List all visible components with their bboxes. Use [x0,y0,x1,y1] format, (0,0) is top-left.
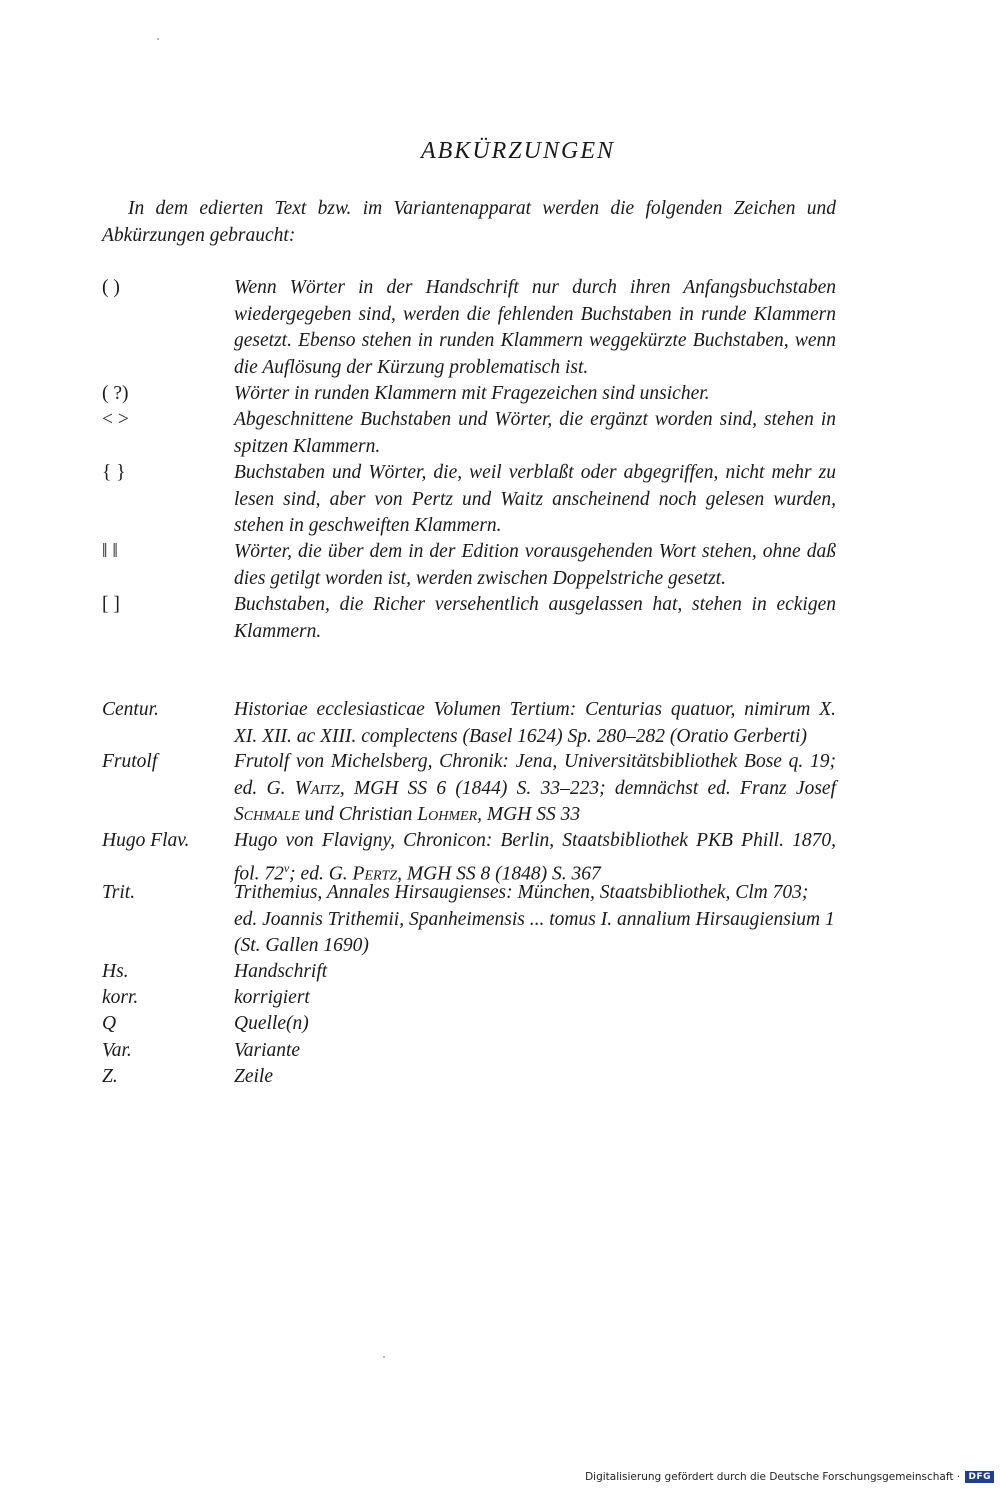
abbreviation-description: Trithemius, Annales Hirsaugienses: München, Staatsbibliothek, Clm 703; ed. Joannis Trithemii, Spanheimensis ... tomus I. annalium Hirsaugiensium 1 (St. Gallen 1690) [234,882,835,956]
sign-symbol: { } [102,462,126,483]
abbreviation: Var. [102,1040,132,1061]
text-part: und Christian [299,804,418,825]
sign-symbol: [ ] [102,594,120,615]
intro-paragraph: In dem edierten Text bzw. im Variantenapparat werden die folgenden Zeichen und Abkürzungen gebraucht: [102,198,836,246]
text-part: , MGH SS 8 (1848) S. 367 [397,863,601,884]
dfg-logo: DFG [965,1471,994,1483]
sign-symbol: ( ?) [102,383,129,404]
sign-symbol: ‖ ‖ [102,541,118,562]
page-title: ABKÜRZUNGEN [420,138,615,164]
sign-description: Wörter in runden Klammern mit Fragezeichen sind unsicher. [234,383,710,404]
sign-description: Wörter, die über dem in der Edition vorausgehenden Wort stehen, ohne daß dies getilgt worden ist, werden zwischen Doppelstriche gesetzt. [234,541,836,589]
superscript: v [283,860,290,875]
abbreviation-description: korrigiert [234,987,310,1008]
abbreviation-description: Handschrift [234,961,328,982]
credit-text: Digitalisierung gefördert durch die Deutsche Forschungsgemeinschaft · [585,1471,961,1483]
abbreviation-description: Quelle(n) [234,1013,309,1034]
text-part: , MGH SS 6 (1844) S. 33–223; demnächst ed. Franz Josef [339,777,836,799]
editor-name: Lohmer [417,804,478,825]
scan-speck [383,1356,385,1358]
abbreviation-description: Variante [234,1040,301,1061]
abbreviation: Trit. [102,882,136,903]
scan-speck [157,38,159,40]
digitization-credit [585,1471,994,1483]
sign-symbol: < > [102,409,129,430]
sign-description: Buchstaben und Wörter, die, weil verblaßt oder abgegriffen, nicht mehr zu lesen sind, aber von Pertz und Waitz anscheinend noch gelesen wurden, stehen in geschweiften Klammern. [234,462,836,536]
sign-description: Abgeschnittene Buchstaben und Wörter, die ergänzt worden sind, stehen in spitzen Klammern. [234,409,836,457]
editor-name: Pertz [352,863,398,884]
abbreviation: Hugo Flav. [102,830,190,851]
abbreviation: korr. [102,987,139,1008]
text-part: Frutolf von Michelsberg, Chronik: Jena, Universitätsbibliothek Bose q. 19; ed. G. [234,751,836,799]
abbreviation-description [234,749,836,829]
abbreviation-description [234,828,836,888]
abbreviation: Q [102,1013,117,1034]
editor-name: Waitz [294,777,340,799]
abbreviation: Frutolf [102,751,158,772]
sign-symbol: ( ) [102,277,120,298]
text-part: ; ed. G. [289,863,353,884]
text-part: , MGH SS 33 [477,804,581,825]
abbreviation: Z. [102,1066,118,1087]
editor-name: Schmale [234,804,300,825]
sign-description: Wenn Wörter in der Handschrift nur durch ihren Anfangsbuchstaben wiedergegeben sind, werden die fehlenden Buchstaben in runde Klammern gesetzt. Ebenso stehen in runden Klammern weggekürzte Buchstaben, wenn die Auflösung der Kürzung problematisch ist. [234,277,836,378]
text-part: Hugo von Flavigny, Chronicon: Berlin, Staatsbibliothek PKB Phill. 1870, fol. 72 [234,830,836,884]
abbreviation: Centur. [102,699,159,720]
abbreviation: Hs. [102,961,129,982]
sign-description: Buchstaben, die Richer versehentlich ausgelassen hat, stehen in eckigen Klammern. [234,594,836,642]
abbreviation-description: Zeile [234,1066,273,1087]
abbreviation-description: Historiae ecclesiasticae Volumen Tertium: Centurias quatuor, nimirum X. XI. XII. ac XIII. complectens (Basel 1624) Sp. 280–282 (Oratio Gerberti) [234,699,836,747]
